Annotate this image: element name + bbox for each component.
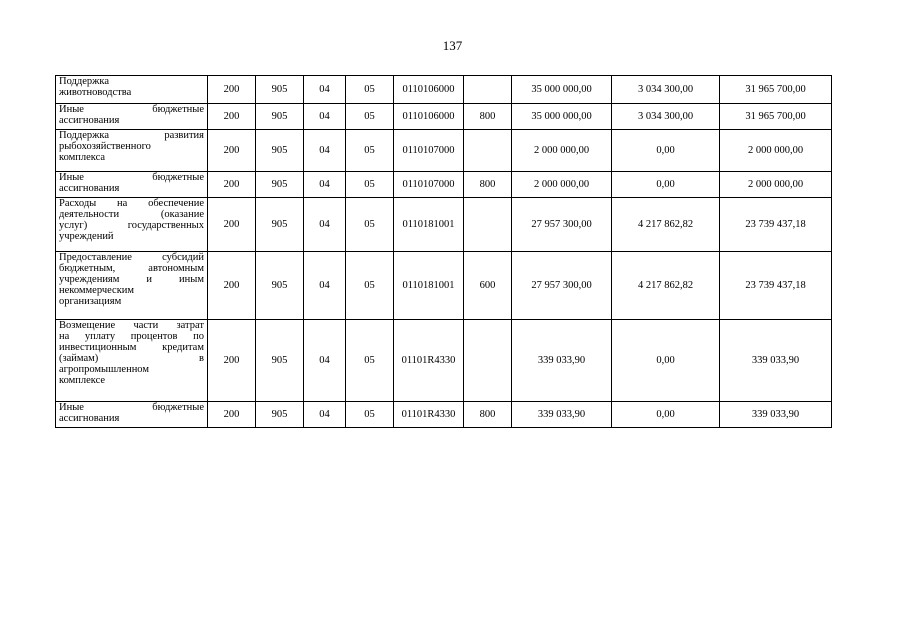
amount-1-cell: 339 033,90 <box>512 320 612 402</box>
grbs-cell: 200 <box>208 252 256 320</box>
vedomstvo-cell: 905 <box>256 402 304 428</box>
grbs-cell: 200 <box>208 130 256 172</box>
page-number: 137 <box>442 38 463 53</box>
item-name-line: Предоставление субсидий <box>59 252 204 263</box>
podrazdel-cell: 05 <box>346 198 394 252</box>
podrazdel-cell: 05 <box>346 76 394 104</box>
item-name-line: деятельности (оказание <box>59 209 204 220</box>
item-name-line: ассигнования <box>59 115 120 126</box>
item-name-line: Иные бюджетные <box>59 172 204 183</box>
amount-1-cell: 27 957 300,00 <box>512 198 612 252</box>
amount-1-cell: 27 957 300,00 <box>512 252 612 320</box>
podrazdel-cell: 05 <box>346 252 394 320</box>
table-row <box>56 198 832 252</box>
table-row <box>56 402 832 428</box>
vedomstvo-cell: 905 <box>256 104 304 130</box>
item-name-line: Расходы на обеспечение <box>59 198 204 209</box>
amount-2-cell: 0,00 <box>612 130 720 172</box>
item-name-cell <box>56 130 208 172</box>
item-name-line: агропромышленном <box>59 364 150 375</box>
amount-2-cell: 0,00 <box>612 402 720 428</box>
vr-cell: 600 <box>464 252 512 320</box>
csr-cell: 0110181001 <box>394 198 464 252</box>
item-name-line: организациям <box>59 296 122 307</box>
amount-2-cell: 3 034 300,00 <box>612 76 720 104</box>
table-body <box>56 76 832 428</box>
item-name-line: на уплату процентов по <box>59 331 204 342</box>
table-row <box>56 130 832 172</box>
amount-2-cell: 4 217 862,82 <box>612 252 720 320</box>
amount-2-cell: 0,00 <box>612 320 720 402</box>
item-name-cell <box>56 320 208 402</box>
vedomstvo-cell: 905 <box>256 130 304 172</box>
amount-2-cell: 3 034 300,00 <box>612 104 720 130</box>
razdel-cell: 04 <box>304 104 346 130</box>
item-name-line: Поддержка <box>59 76 109 87</box>
vr-cell <box>464 130 512 172</box>
item-name-line: животноводства <box>59 87 132 98</box>
podrazdel-cell: 05 <box>346 402 394 428</box>
vedomstvo-cell: 905 <box>256 198 304 252</box>
podrazdel-cell: 05 <box>346 130 394 172</box>
item-name-line: комплексе <box>59 375 106 386</box>
item-name-cell <box>56 252 208 320</box>
amount-3-cell: 339 033,90 <box>720 320 832 402</box>
csr-cell: 01101R4330 <box>394 320 464 402</box>
item-name-cell <box>56 104 208 130</box>
podrazdel-cell: 05 <box>346 320 394 402</box>
grbs-cell: 200 <box>208 172 256 198</box>
table-row <box>56 320 832 402</box>
amount-1-cell: 339 033,90 <box>512 402 612 428</box>
vr-cell: 800 <box>464 402 512 428</box>
grbs-cell: 200 <box>208 198 256 252</box>
vr-cell <box>464 76 512 104</box>
razdel-cell: 04 <box>304 198 346 252</box>
item-name-line: ассигнования <box>59 413 120 424</box>
vr-cell <box>464 198 512 252</box>
item-name-line: бюджетным, автономным <box>59 263 204 274</box>
item-name-line: Иные бюджетные <box>59 402 204 413</box>
item-name-line: некоммерческим <box>59 285 135 296</box>
vr-cell <box>464 320 512 402</box>
item-name-cell <box>56 198 208 252</box>
grbs-cell: 200 <box>208 76 256 104</box>
vedomstvo-cell: 905 <box>256 172 304 198</box>
item-name-line: услуг) государственных <box>59 220 204 231</box>
csr-cell: 0110106000 <box>394 76 464 104</box>
amount-3-cell: 23 739 437,18 <box>720 198 832 252</box>
amount-1-cell: 35 000 000,00 <box>512 104 612 130</box>
razdel-cell: 04 <box>304 252 346 320</box>
table-row <box>56 104 832 130</box>
budget-table <box>55 75 832 428</box>
amount-3-cell: 2 000 000,00 <box>720 130 832 172</box>
item-name-line: комплекса <box>59 152 106 163</box>
item-name-line: рыбохозяйственного <box>59 141 151 152</box>
table-row <box>56 252 832 320</box>
item-name-line: Иные бюджетные <box>59 104 204 115</box>
amount-3-cell: 23 739 437,18 <box>720 252 832 320</box>
item-name-line: Поддержка развития <box>59 130 204 141</box>
vedomstvo-cell: 905 <box>256 76 304 104</box>
table-row <box>56 76 832 104</box>
table-row <box>56 172 832 198</box>
csr-cell: 01101R4330 <box>394 402 464 428</box>
item-name-cell <box>56 172 208 198</box>
amount-2-cell: 4 217 862,82 <box>612 198 720 252</box>
item-name-cell <box>56 402 208 428</box>
amount-3-cell: 2 000 000,00 <box>720 172 832 198</box>
amount-3-cell: 31 965 700,00 <box>720 104 832 130</box>
csr-cell: 0110107000 <box>394 130 464 172</box>
vedomstvo-cell: 905 <box>256 320 304 402</box>
item-name-line: учреждений <box>59 231 114 242</box>
item-name-line: инвестиционным кредитам <box>59 342 204 353</box>
grbs-cell: 200 <box>208 104 256 130</box>
amount-3-cell: 31 965 700,00 <box>720 76 832 104</box>
razdel-cell: 04 <box>304 402 346 428</box>
item-name-line: Возмещение части затрат <box>59 320 204 331</box>
razdel-cell: 04 <box>304 320 346 402</box>
vr-cell: 800 <box>464 104 512 130</box>
item-name-line: ассигнования <box>59 183 120 194</box>
razdel-cell: 04 <box>304 130 346 172</box>
csr-cell: 0110181001 <box>394 252 464 320</box>
podrazdel-cell: 05 <box>346 104 394 130</box>
amount-1-cell: 35 000 000,00 <box>512 76 612 104</box>
grbs-cell: 200 <box>208 320 256 402</box>
csr-cell: 0110107000 <box>394 172 464 198</box>
podrazdel-cell: 05 <box>346 172 394 198</box>
item-name-cell <box>56 76 208 104</box>
vedomstvo-cell: 905 <box>256 252 304 320</box>
grbs-cell: 200 <box>208 402 256 428</box>
item-name-line: (займам) в <box>59 353 204 364</box>
amount-2-cell: 0,00 <box>612 172 720 198</box>
amount-1-cell: 2 000 000,00 <box>512 130 612 172</box>
vr-cell: 800 <box>464 172 512 198</box>
amount-1-cell: 2 000 000,00 <box>512 172 612 198</box>
amount-3-cell: 339 033,90 <box>720 402 832 428</box>
csr-cell: 0110106000 <box>394 104 464 130</box>
item-name-line: учреждениям и иным <box>59 274 204 285</box>
razdel-cell: 04 <box>304 76 346 104</box>
razdel-cell: 04 <box>304 172 346 198</box>
